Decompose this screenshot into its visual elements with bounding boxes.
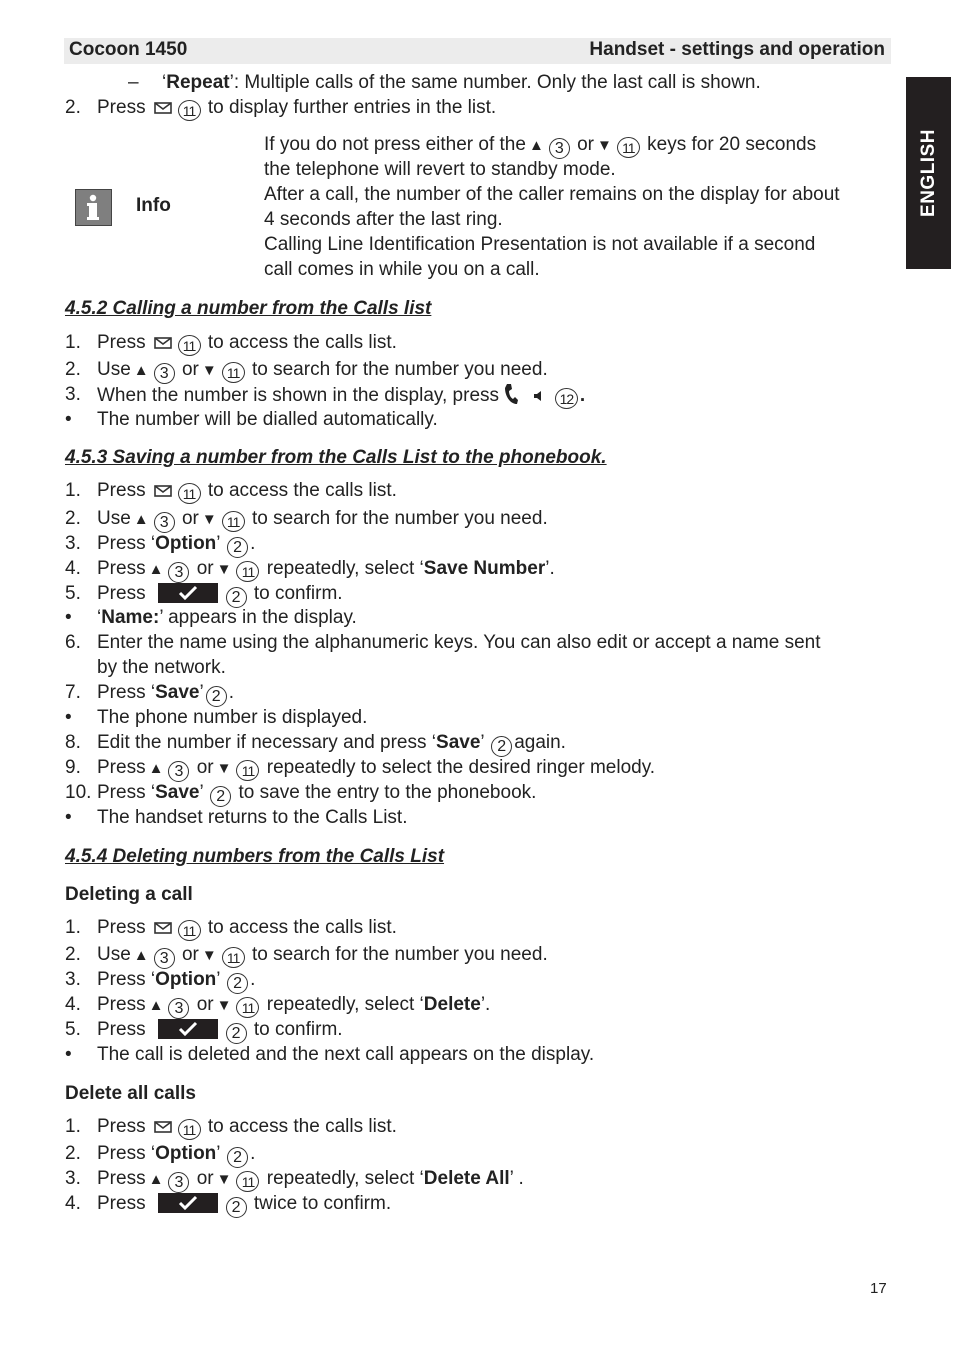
info-line-2: the telephone will revert to standby mode. [264,159,616,180]
key-11-icon: 11 [617,137,640,158]
ok-softkey-icon [158,583,218,603]
down-arrow-icon: ▼ [216,997,232,1014]
key-2-icon: 2 [227,537,248,558]
key-11-icon: 11 [222,362,245,383]
key-2-icon: 2 [227,1147,248,1168]
ok-softkey-icon [158,1193,218,1213]
key-11-icon: 11 [236,1171,259,1192]
language-tab-label: ENGLISH [917,129,939,217]
up-arrow-icon: ▲ [133,362,149,379]
info-line-3: After a call, the number of the caller remains on the display for about [264,184,840,205]
envelope-icon [154,102,172,114]
key-2-icon: 2 [226,1023,247,1044]
up-arrow-icon: ▲ [148,997,164,1014]
info-line-5: Calling Line Identification Presentation is not available if a second [264,234,816,255]
key-3-icon: 3 [168,562,189,583]
key-3-icon: 3 [168,998,189,1019]
subtitle-deleting-call: Deleting a call [65,884,193,905]
envelope-icon [154,485,172,497]
up-arrow-icon: ▲ [148,1171,164,1188]
key-3-icon: 3 [154,363,175,384]
key-11-icon: 11 [178,1119,201,1140]
key-11-icon: 11 [236,561,259,582]
envelope-icon [154,922,172,934]
down-arrow-icon: ▼ [216,760,232,777]
info-line-1: If you do not press either of the ▲ 3 or ▼ 11 keys for 20 seconds [264,134,817,157]
info-icon [75,189,112,226]
ok-softkey-icon [158,1019,218,1039]
section-title-454: 4.5.4 Deleting numbers from the Calls List [65,846,445,867]
down-arrow-icon: ▼ [201,362,217,379]
up-arrow-icon: ▲ [148,760,164,777]
down-arrow-icon: ▼ [596,137,612,154]
up-arrow-icon: ▲ [528,137,544,154]
phone-handset-icon [504,383,518,405]
repeat-term: Repeat [166,72,230,93]
key-11-icon: 11 [236,760,259,781]
header-product: Cocoon 1450 [69,39,188,60]
up-arrow-icon: ▲ [133,511,149,528]
key-11-icon: 11 [178,920,201,941]
info-line-6: call comes in while you on a call. [264,259,540,280]
key-11-icon: 11 [222,947,245,968]
key-11-icon: 11 [178,483,201,504]
subtitle-delete-all: Delete all calls [65,1083,196,1104]
key-11-icon: 11 [178,100,201,121]
down-arrow-icon: ▼ [216,1171,232,1188]
key-3-icon: 3 [549,138,570,159]
language-tab [906,77,951,269]
key-3-icon: 3 [168,1172,189,1193]
key-2-icon: 2 [226,587,247,608]
up-arrow-icon: ▲ [148,561,164,578]
key-2-icon: 2 [227,973,248,994]
down-arrow-icon: ▼ [216,561,232,578]
key-2-icon: 2 [210,786,231,807]
key-3-icon: 3 [154,512,175,533]
key-2-icon: 2 [491,736,512,757]
key-3-icon: 3 [154,948,175,969]
key-11-icon: 11 [178,335,201,356]
key-2-icon: 2 [226,1197,247,1218]
key-11-icon: 11 [222,511,245,532]
section-title-452: 4.5.2 Calling a number from the Calls list [65,298,432,319]
down-arrow-icon: ▼ [201,511,217,528]
speaker-icon [532,389,548,403]
key-2-icon: 2 [206,686,227,707]
key-12-icon: 12 [555,388,578,409]
key-3-icon: 3 [168,761,189,782]
info-label: Info [136,195,171,216]
info-line-4: 4 seconds after the last ring. [264,209,503,230]
page-number: 17 [870,1280,887,1297]
up-arrow-icon: ▲ [133,947,149,964]
envelope-icon [154,337,172,349]
header-section: Handset - settings and operation [589,39,885,60]
down-arrow-icon: ▼ [201,947,217,964]
section-title-453: 4.5.3 Saving a number from the Calls List to the phonebook. [65,447,607,468]
envelope-icon [154,1121,172,1133]
key-11-icon: 11 [236,997,259,1018]
